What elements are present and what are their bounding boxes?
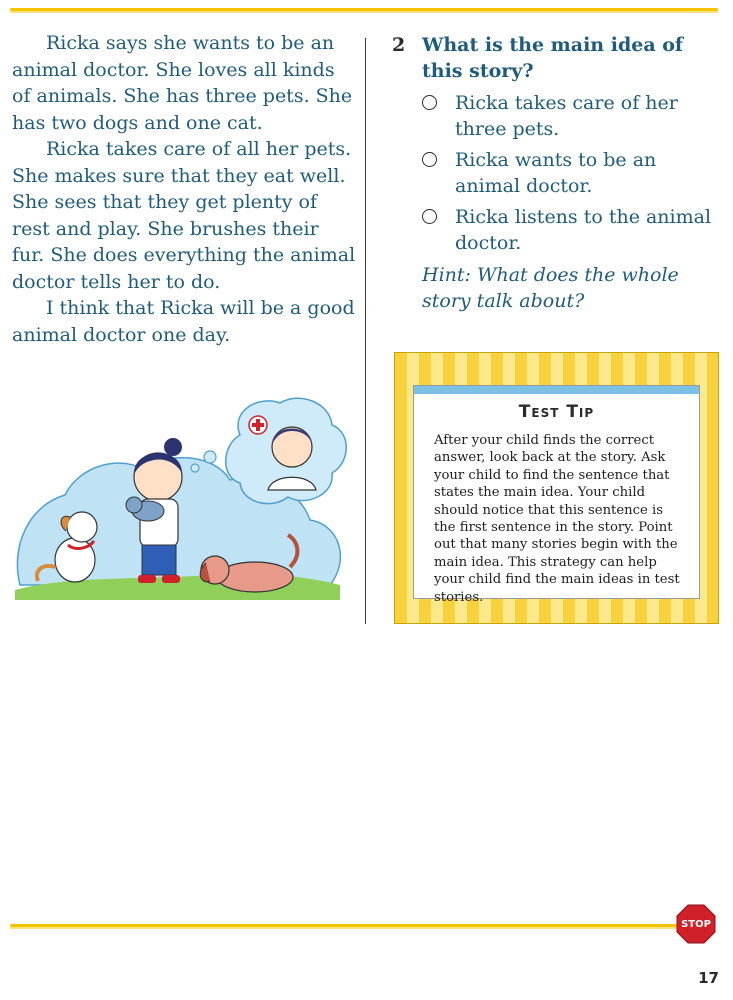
thought-dot: [204, 451, 216, 463]
test-tip-body: After your child finds the correct answer, look back at the story. Ask your child to find the sentence that states the main idea. Your child should notice that this sentence is the first sentence in the story. Point out that many stories begin with the main idea. This strategy can help your child find the main ideas in test stories.: [434, 433, 680, 605]
girl-pants: [142, 545, 176, 575]
girl-shoe: [138, 575, 156, 583]
test-tip-box: [394, 352, 719, 624]
thought-dot: [191, 464, 199, 472]
stop-sign-label: STOP: [681, 918, 711, 930]
column-divider: [365, 38, 366, 624]
answer-option-1[interactable]: [422, 90, 722, 142]
answer-option-3[interactable]: [422, 204, 722, 256]
bottom-rule: [10, 924, 678, 927]
answer-option-2[interactable]: [422, 147, 722, 199]
answer-option-label: Ricka listens to the animal doctor.: [455, 206, 712, 254]
girl-hair-bun: [164, 438, 182, 456]
radio-circle-icon[interactable]: [422, 209, 437, 224]
story-paragraph: I think that Ricka will be a good animal doctor one day.: [12, 297, 355, 346]
answer-option-label: Ricka takes care of her three pets.: [455, 92, 678, 140]
answer-option-label: Ricka wants to be an animal doctor.: [455, 149, 657, 197]
radio-circle-icon[interactable]: [422, 152, 437, 167]
hint-text: Hint: What does the whole story talk about?: [422, 264, 679, 312]
stop-sign: [676, 904, 716, 944]
test-tip-title: Test Tip: [518, 402, 595, 422]
top-rule: [10, 8, 718, 11]
girl-shoe: [162, 575, 180, 583]
story-text: [12, 30, 357, 348]
illustration-girl-with-pets: [10, 395, 355, 605]
radio-circle-icon[interactable]: [422, 95, 437, 110]
test-tip-band: [414, 386, 699, 394]
test-tip-panel: [413, 385, 700, 605]
question-prompt: What is the main idea of this story?: [422, 34, 684, 82]
story-paragraph: Ricka takes care of all her pets. She makes sure that they eat well. She sees that they get plenty of rest and play. She brushes their fur. She does everything the animal doctor tells her to do.: [12, 138, 356, 293]
question-2: [392, 32, 722, 314]
answer-options: [422, 90, 722, 256]
question-header: [392, 32, 722, 84]
page-number: 17: [698, 969, 719, 987]
question-number: 2: [392, 34, 406, 56]
story-paragraph: Ricka says she wants to be an animal doctor. She loves all kinds of animals. She has three pets. She has two dogs and one cat.: [12, 32, 353, 134]
